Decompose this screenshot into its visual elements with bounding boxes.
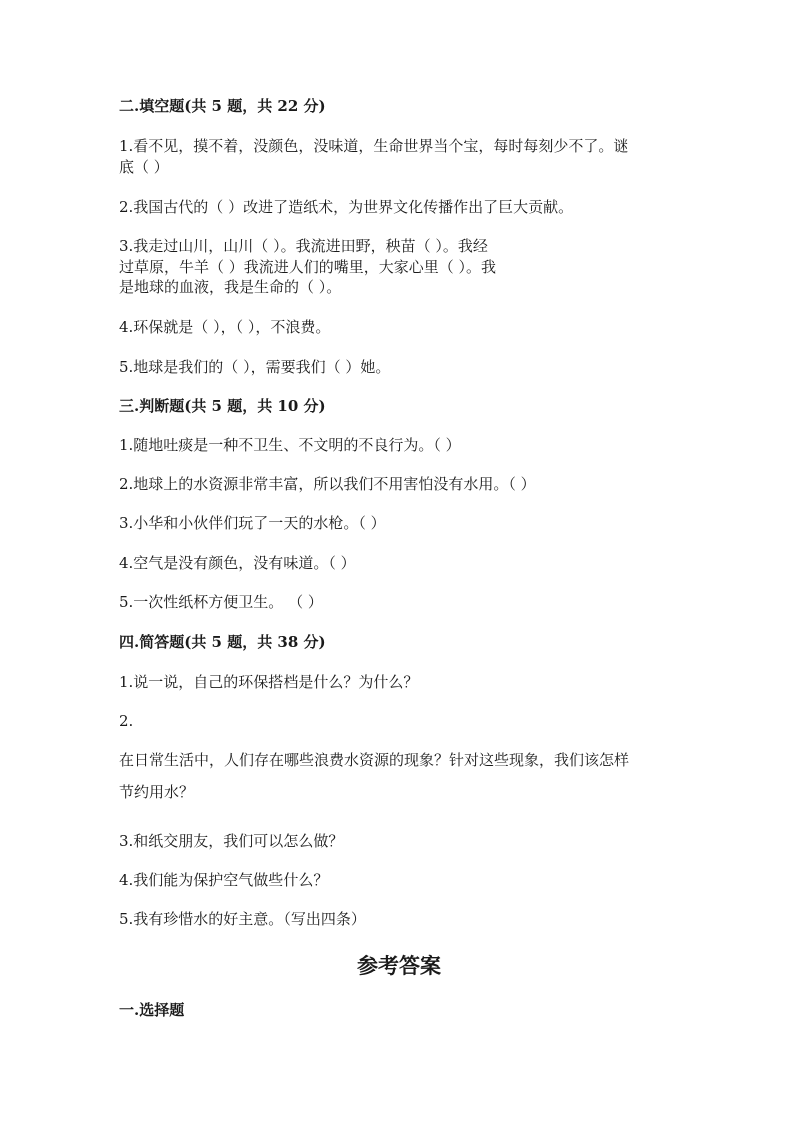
section2-q4: 4.环保就是（ ），（ ），不浪费。 xyxy=(119,318,331,336)
section3-q4: 4.空气是没有颜色，没有味道。（ ） xyxy=(119,554,356,572)
section2-q3-line1: 3.我走过山川，山川（ ）。我流进田野，秧苗（ ）。我经 xyxy=(119,237,488,255)
section3-q2: 2.地球上的水资源非常丰富，所以我们不用害怕没有水用。（ ） xyxy=(119,475,536,493)
section4-q1: 1.说一说，自己的环保搭档是什么？为什么？ xyxy=(119,673,419,691)
section3-q5: 5.一次性纸杯方便卫生。 （ ） xyxy=(119,593,323,611)
section2-q2: 2.我国古代的（ ）改进了造纸术，为世界文化传播作出了巨大贡献。 xyxy=(119,198,574,216)
section2-q1-line1: 1.看不见，摸不着，没颜色，没味道，生命世界当个宝，每时每刻少不了。谜 xyxy=(119,137,629,155)
section4-q4: 4.我们能为保护空气做些什么？ xyxy=(119,871,329,889)
section3-heading: 三.判断题(共 5 题，共 10 分) xyxy=(119,397,326,415)
section4-heading: 四.简答题(共 5 题，共 38 分) xyxy=(119,633,326,651)
section4-q2-number: 2. xyxy=(119,712,134,730)
section2-q3-line2: 过草原，牛羊（ ）我流进人们的嘴里，大家心里（ ）。我 xyxy=(119,258,497,276)
answers-section1-heading: 一.选择题 xyxy=(119,1001,185,1019)
section2-q3-line3: 是地球的血液，我是生命的（ ）。 xyxy=(119,278,342,296)
section4-q2-line2: 节约用水？ xyxy=(119,783,195,801)
answers-title: 参考答案 xyxy=(357,953,441,978)
section4-q2-line1: 在日常生活中，人们存在哪些浪费水资源的现象？针对这些现象，我们该怎样 xyxy=(119,751,630,769)
section3-q1: 1.随地吐痰是一种不卫生、不文明的不良行为。（ ） xyxy=(119,436,461,454)
section4-q5: 5.我有珍惜水的好主意。（写出四条） xyxy=(119,910,366,928)
section2-q5: 5.地球是我们的（ ），需要我们（ ）她。 xyxy=(119,358,391,376)
section2-q1-line2: 底（ ） xyxy=(119,158,169,176)
section2-heading: 二.填空题(共 5 题，共 22 分) xyxy=(119,97,326,115)
section3-q3: 3.小华和小伙伴们玩了一天的水枪。（ ） xyxy=(119,514,386,532)
section4-q3: 3.和纸交朋友，我们可以怎么做？ xyxy=(119,832,344,850)
